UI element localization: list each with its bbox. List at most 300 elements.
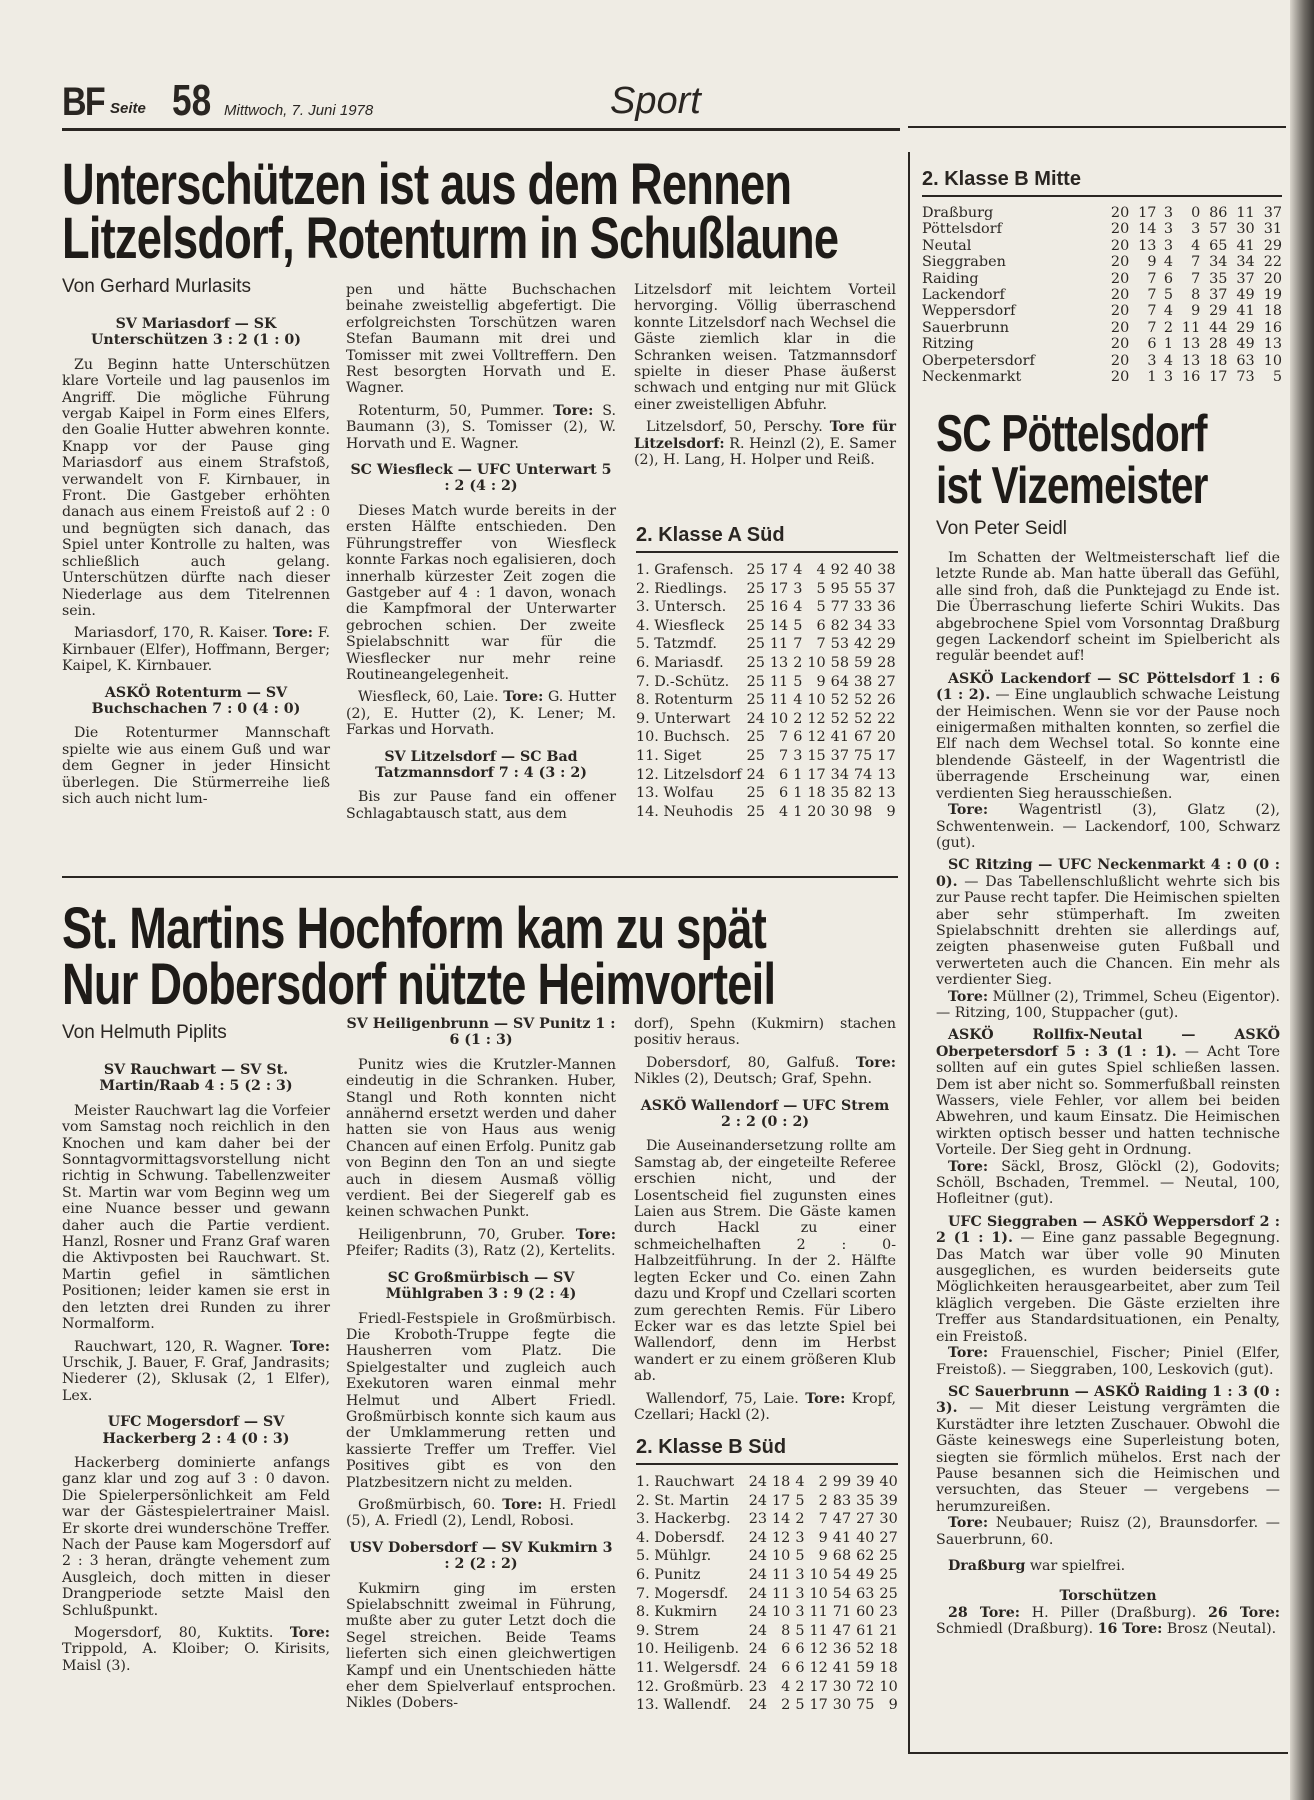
scorers-count: 16 Tore: <box>1097 1621 1163 1638</box>
stat-cell: 5 <box>793 617 803 634</box>
stat-cell: 52 <box>856 1641 875 1658</box>
stat-cell: 63 <box>1236 352 1255 369</box>
article1-column3 <box>634 282 896 468</box>
table-row <box>636 617 896 636</box>
stat-cell: 28 <box>877 654 896 671</box>
stat-cell: 86 <box>1209 205 1228 221</box>
table-row <box>636 1510 898 1529</box>
stat-cell: 12 <box>807 729 826 746</box>
stat-cell: 6 <box>1163 270 1173 287</box>
tore-label: Tore: <box>553 402 594 419</box>
stat-cell: 7 <box>1191 270 1201 287</box>
stat-cell: 17 <box>809 1678 828 1695</box>
tore-label: Tore für Litzelsdorf: <box>634 419 896 452</box>
stat-cell: 25 <box>746 617 765 634</box>
stat-cell: 11 <box>809 1604 828 1621</box>
stat-cell: 60 <box>856 1604 875 1621</box>
stat-cell: 25 <box>879 1585 898 1602</box>
match-stats: Rauchwart, 120, R. Wagner. <box>74 1338 283 1355</box>
article2-headline-line2: Nur Dobersdorf nützte Heimvorteil <box>62 952 776 1017</box>
table-row <box>636 1696 898 1715</box>
stat-cell: 34 <box>1236 254 1255 271</box>
stat-cell: 75 <box>856 1697 875 1714</box>
tore-label: Tore: <box>948 1515 989 1532</box>
article2-column3 <box>634 1016 896 1423</box>
match-heading: SC Sauerbrunn — ASKÖ Raiding 1 : 3 (0 : 3). <box>936 1383 1280 1417</box>
stat-cell: 25 <box>746 729 765 746</box>
stat-cell: 20 <box>1110 205 1130 221</box>
goal-scorers: G. Hutter (2), E. Hutter (2), K. Lener; M. Farkas und Horvath. <box>346 689 617 739</box>
table-row <box>636 1678 898 1697</box>
stat-cell: 17 <box>772 1492 791 1509</box>
match-stats: Großmürbisch, 60. <box>358 1496 496 1513</box>
article1-headline-line2: Litzelsdorf, Rotenturm in Schußlaune <box>62 206 839 271</box>
stat-cell: 11 <box>772 1566 791 1583</box>
team-name: 7. D.-Schütz. <box>636 673 730 690</box>
stat-cell: 59 <box>853 654 873 671</box>
stat-cell: 38 <box>853 673 873 690</box>
table-row <box>922 221 1282 237</box>
masthead-rule-right <box>908 126 1286 128</box>
stat-cell: 7 <box>816 636 826 653</box>
stat-cell: 4 <box>1163 303 1173 320</box>
team-name: 13. Wolfau <box>636 785 714 802</box>
stat-cell: 25 <box>746 654 765 671</box>
stat-cell: 24 <box>748 1604 768 1621</box>
stat-cell: 2 <box>795 1678 805 1695</box>
stat-cell: 10 <box>1263 352 1282 369</box>
match-report: Meister Rauchwart lag die Vorfeier vom Samstag noch reichlich in den Knochen und kam daher bei der Sonntagvormittagsvorstellung nicht richtig in Schwung. Tabellenzweiter St. Martin war vom Beginn weg um eine Nuance besser und gewann daher auch die Partie verdient. Hanzl, Rosner und Franz Graf waren die Aktivposten bei Rauchwart. St. Martin gefiel in sämtlichen Positionen; leider kamen sie erst in den letzten drei Runden zu ihrer Normalform. <box>62 1102 330 1333</box>
stat-cell: 71 <box>832 1604 852 1621</box>
team-name: 8. Kukmirn <box>636 1604 718 1621</box>
stat-cell: 1 <box>793 785 803 802</box>
stat-cell: 4 <box>793 562 803 578</box>
stat-cell: 3 <box>795 1604 805 1621</box>
stat-cell: 68 <box>832 1548 852 1565</box>
standings-table-b-mitte <box>922 168 1282 385</box>
stat-cell: 5 <box>816 580 826 597</box>
goal-scorers: Trippold, A. Kloiber; O. Kirisits, Maisl (3). <box>62 1641 330 1674</box>
stat-cell: 16 <box>1181 369 1201 386</box>
stat-cell: 25 <box>746 785 765 802</box>
stat-cell: 3 <box>793 580 803 597</box>
table-row <box>636 598 896 617</box>
stat-cell: 3 <box>795 1566 805 1583</box>
stat-cell: 41 <box>832 1659 852 1676</box>
stat-cell: 1 <box>793 766 803 783</box>
seite-label: Seite <box>110 100 146 117</box>
match-stats: Heiligenbrunn, 70, Gruber. <box>358 1226 566 1243</box>
stat-cell: 2 <box>793 710 803 727</box>
scorers-count: 28 Tore: <box>948 1604 1021 1621</box>
stat-cell: 41 <box>1236 237 1255 254</box>
stat-cell: 63 <box>856 1585 875 1602</box>
bye-team: Draßburg <box>948 1557 1026 1574</box>
stat-cell: 9 <box>886 803 896 820</box>
stat-cell: 10 <box>809 1566 828 1583</box>
stat-cell: 44 <box>1209 319 1228 336</box>
stat-cell: 6 <box>779 766 789 783</box>
table-row <box>922 205 1282 221</box>
tore-label: Tore: <box>289 1338 331 1355</box>
stat-cell: 65 <box>1209 237 1228 254</box>
stat-cell: 31 <box>1263 221 1282 238</box>
stat-cell: 11 <box>769 673 789 690</box>
stat-cell: 24 <box>748 1659 768 1676</box>
stat-cell: 17 <box>877 747 896 764</box>
stat-cell: 2 <box>818 1474 828 1490</box>
standings-table <box>636 561 896 821</box>
stat-cell: 5 <box>1272 369 1282 386</box>
intro-text: Im Schatten der Weltmeisterschaft lief die letzte Runde ab. Man hatte überall das Gefühl, alle sind froh, daß die Punktejagd zu Ende ist. Die Überraschung lieferte Schiri Wukits. Das abgebrochene Spiel vom Vorsonntag Draßburg gegen Lackendorf scheint im Spielbericht als regulär beendet auf! <box>936 550 1280 665</box>
stat-cell: 9 <box>888 1697 898 1714</box>
stat-cell: 5 <box>795 1697 805 1714</box>
stat-cell: 25 <box>746 747 765 764</box>
stat-cell: 3 <box>1163 369 1173 386</box>
goal-scorers: R. Heinzl (2), E. Samer (2), H. Lang, H. Holper und Reiß. <box>634 435 896 469</box>
stat-cell: 7 <box>1147 287 1157 304</box>
table-title: 2. Klasse B Mitte <box>922 168 1282 197</box>
stat-cell: 13 <box>877 785 896 802</box>
team-name: Raiding <box>922 270 979 287</box>
standings-table-a-sued <box>636 524 898 821</box>
team-name: 5. Tatzmdf. <box>636 636 717 653</box>
match-heading: SC Wiesfleck — UFC Unterwart 5 : 2 (4 : 2) <box>350 462 612 495</box>
stat-cell: 13 <box>1181 336 1201 353</box>
stat-cell: 72 <box>856 1678 875 1695</box>
stat-cell: 67 <box>853 729 873 746</box>
stat-cell: 28 <box>1209 336 1228 353</box>
goal-scorers: Wagentristl (3), Glatz (2), Schwentenwein. — Lackendorf, 100, Schwarz (gut). <box>936 802 1280 851</box>
match-heading: SV Mariasdorf — SK Unterschützen 3 : 2 (1 : 0) <box>91 316 301 349</box>
stat-cell: 12 <box>809 1641 828 1658</box>
match-report: Die Auseinandersetzung rollte am Samstag ab, der eingeteilte Referee erschien nicht, und der Losentscheid fiel zugunsten eines Laien aus Strem. Die Gäste kamen durch Hackl zu einer schmeichelhaften 2 : 0-Halbzeitführung. In der 2. Hälfte legten Ecker und Co. einen Zahn dazu und Kropf und Czellari scorten zum gerechten Remis. Für Libero Ecker war es das letzte Spiel bei Wallendorf, denn im Herbst wandert er zu einem größeren Klub ab. <box>634 1138 896 1385</box>
stat-cell: 18 <box>1263 303 1282 320</box>
stat-cell: 20 <box>807 803 826 820</box>
stat-cell: 92 <box>830 562 849 578</box>
team-name: Weppersdorf <box>922 303 1016 320</box>
issue-date: Mittwoch, 7. Juni 1978 <box>224 102 374 119</box>
match-report-continued: pen und hätte Buchschachen beinahe zweistellig abgefertigt. Die erfolgreichsten Torschützen waren Stefan Baumann mit drei und Tomisser mit zwei Volltreffern. Den Rest besorgten Horvath und E. Wagner. <box>346 282 616 397</box>
scorers-count: 26 Tore: <box>1207 1604 1281 1621</box>
page-number: 58 <box>172 76 212 125</box>
stat-cell: 26 <box>877 692 896 709</box>
stat-cell: 7 <box>793 636 803 653</box>
stat-cell: 3 <box>795 1585 805 1602</box>
table-title: 2. Klasse A Süd <box>636 524 898 553</box>
stat-cell: 52 <box>830 710 849 727</box>
table-row <box>636 580 896 599</box>
stat-cell: 3 <box>1147 352 1157 369</box>
stat-cell: 24 <box>746 766 765 783</box>
article3-body <box>936 550 1280 1638</box>
stat-cell: 22 <box>1263 254 1282 271</box>
stat-cell: 7 <box>1191 254 1201 271</box>
team-name: 12. Litzelsdorf <box>636 766 742 783</box>
stat-cell: 1 <box>1147 369 1157 386</box>
stat-cell: 35 <box>856 1492 875 1509</box>
match-stats: Rotenturm, 50, Pummer. <box>358 402 545 419</box>
stat-cell: 20 <box>1110 319 1130 336</box>
tore-label: Tore: <box>502 1496 543 1513</box>
stat-cell: 35 <box>830 785 849 802</box>
stat-cell: 10 <box>807 654 826 671</box>
team-name: 5. Mühlgr. <box>636 1548 712 1565</box>
table-row <box>922 238 1282 254</box>
stat-cell: 37 <box>1236 270 1255 287</box>
stat-cell: 10 <box>769 710 789 727</box>
table-row <box>922 287 1282 303</box>
article1-byline: Von Gerhard Murlasits <box>62 276 252 297</box>
stat-cell: 17 <box>809 1697 828 1714</box>
match-heading: SV Litzelsdorf — SC Bad Tatzmannsdorf 7 : 4 (3 : 2) <box>375 748 587 781</box>
stat-cell: 98 <box>853 803 873 820</box>
goal-scorers: Urschik, J. Bauer, F. Graf, Jandrasits; Niederer (2), Sklusak (2, 1 Elfer), Lex. <box>62 1354 330 1404</box>
section-title: Sport <box>610 80 701 122</box>
page-binding-shadow <box>1290 0 1314 1800</box>
stat-cell: 7 <box>818 1511 828 1528</box>
team-name: 3. Hackerbg. <box>636 1511 731 1528</box>
stat-cell: 77 <box>830 599 849 616</box>
tore-label: Tore: <box>948 802 989 819</box>
stat-cell: 20 <box>1110 369 1130 386</box>
stat-cell: 54 <box>832 1566 852 1583</box>
stat-cell: 22 <box>877 710 896 727</box>
team-name: 11. Siget <box>636 747 702 764</box>
stat-cell: 30 <box>830 803 849 820</box>
team-name: 8. Rotenturm <box>636 692 733 709</box>
match-stats: Mariasdorf, 170, R. Kaiser. <box>74 625 269 642</box>
masthead <box>62 78 900 131</box>
match-heading: SV Heiligenbrunn — SV Punitz 1 : 6 (1 : 3) <box>346 1016 616 1049</box>
stat-cell: 1 <box>793 803 803 820</box>
team-name: 6. Punitz <box>636 1566 701 1583</box>
stat-cell: 24 <box>748 1474 768 1490</box>
stat-cell: 24 <box>748 1548 768 1565</box>
stat-cell: 34 <box>853 617 873 634</box>
stat-cell: 5 <box>795 1492 805 1509</box>
team-name: 1. Rauchwart <box>636 1474 735 1490</box>
team-name: Ritzing <box>922 336 974 353</box>
tore-label: Tore: <box>948 1158 989 1175</box>
stat-cell: 29 <box>877 636 896 653</box>
match-report-continued: dorf), Spehn (Kukmirn) stachen positiv heraus. <box>634 1016 896 1049</box>
stat-cell: 10 <box>772 1548 791 1565</box>
article1-headline-line1: Unterschützen ist aus dem Rennen <box>62 152 792 217</box>
stat-cell: 40 <box>879 1474 898 1490</box>
stat-cell: 39 <box>879 1492 898 1509</box>
stat-cell: 12 <box>809 1659 828 1676</box>
stat-cell: 33 <box>877 617 896 634</box>
stat-cell: 3 <box>1163 221 1173 238</box>
stat-cell: 30 <box>879 1511 898 1528</box>
team-name: 11. Welgersdf. <box>636 1659 741 1676</box>
team-name: 6. Mariasdf. <box>636 654 724 671</box>
table-row <box>636 1492 898 1511</box>
stat-cell: 30 <box>832 1678 852 1695</box>
stat-cell: 37 <box>830 747 849 764</box>
stat-cell: 5 <box>793 673 803 690</box>
team-name: Oberpetersdorf <box>922 352 1035 369</box>
table-row <box>636 1529 898 1548</box>
stat-cell: 8 <box>1191 287 1201 304</box>
table-title: 2. Klasse B Süd <box>636 1436 898 1465</box>
stat-cell: 62 <box>856 1548 875 1565</box>
match-heading: USV Dobersdorf — SV Kukmirn 3 : 2 (2 : 2) <box>349 1539 613 1573</box>
stat-cell: 83 <box>832 1492 852 1509</box>
table-row <box>636 1473 898 1492</box>
team-name: 4. Dobersdf. <box>636 1529 726 1546</box>
goal-scorers: S. Baumann (3), S. Tomisser (2), W. Horvath und E. Wagner. <box>346 402 616 452</box>
stat-cell: 24 <box>748 1697 768 1714</box>
stat-cell: 4 <box>1163 352 1173 369</box>
tore-label: Tore: <box>855 1054 897 1071</box>
stat-cell: 82 <box>830 617 849 634</box>
stat-cell: 55 <box>853 580 873 597</box>
stat-cell: 24 <box>746 710 765 727</box>
table-row <box>636 1547 898 1566</box>
table-row <box>636 803 896 822</box>
stat-cell: 2 <box>795 1511 805 1528</box>
stat-cell: 30 <box>832 1697 852 1714</box>
team-name: 4. Wiesfleck <box>636 617 725 634</box>
stat-cell: 40 <box>853 562 873 578</box>
stat-cell: 13 <box>1263 336 1282 353</box>
match-heading: ASKÖ Wallendorf — UFC Strem 2 : 2 (0 : 2) <box>640 1097 890 1131</box>
match-heading: SC Ritzing — UFC Neckenmarkt 4 : 0 (0 : 0). <box>936 857 1280 890</box>
stat-cell: 6 <box>793 729 803 746</box>
stat-cell: 82 <box>853 785 873 802</box>
stat-cell: 4 <box>793 599 803 616</box>
tore-label: Tore: <box>805 1390 846 1407</box>
table-row <box>922 254 1282 270</box>
goal-scorers: F. Kirnbauer (Elfer), Hoffmann, Berger; Kaipel, K. Kirnbauer. <box>62 625 330 675</box>
stat-cell: 17 <box>769 562 789 578</box>
stat-cell: 10 <box>772 1604 791 1621</box>
stat-cell: 4 <box>779 803 789 820</box>
match-report: — Acht Tore sollten auf ein gutes Spiel schließen lassen. Dem ist aber nicht so. Sommerfußball reinsten Wassers, viele Fehler, vor allem bei beiden Abwehren, und kaum Einsatz. Die Heimischen wirkten optisch besser und hatten technische Vorteile. Der Sieg geht in Ordnung. <box>936 1043 1280 1159</box>
stat-cell: 95 <box>830 580 849 597</box>
stat-cell: 29 <box>1209 303 1228 320</box>
stat-cell: 4 <box>781 1678 791 1695</box>
stat-cell: 25 <box>746 599 765 616</box>
table-row <box>636 766 896 785</box>
stat-cell: 3 <box>793 747 803 764</box>
stat-cell: 25 <box>746 636 765 653</box>
stat-cell: 64 <box>830 673 849 690</box>
stat-cell: 2 <box>781 1697 791 1714</box>
stat-cell: 35 <box>1209 270 1228 287</box>
stat-cell: 24 <box>748 1641 768 1658</box>
stat-cell: 13 <box>877 766 896 783</box>
stat-cell: 20 <box>1110 352 1130 369</box>
tore-label: Tore: <box>272 625 313 642</box>
stat-cell: 4 <box>816 562 826 578</box>
table-row <box>636 691 896 710</box>
stat-cell: 7 <box>1147 319 1157 336</box>
stat-cell: 12 <box>807 710 826 727</box>
table-row <box>636 1585 898 1604</box>
stat-cell: 17 <box>1138 205 1157 221</box>
stat-cell: 5 <box>795 1548 805 1565</box>
stat-cell: 14 <box>772 1511 791 1528</box>
stat-cell: 75 <box>853 747 873 764</box>
team-name: Lackendorf <box>922 287 1005 304</box>
stat-cell: 20 <box>1110 303 1130 320</box>
stat-cell: 11 <box>772 1585 791 1602</box>
stat-cell: 18 <box>1209 352 1228 369</box>
stat-cell: 34 <box>1209 254 1228 271</box>
stat-cell: 17 <box>769 580 789 597</box>
stat-cell: 73 <box>1236 369 1255 386</box>
match-heading: SC Großmürbisch — SV Mühlgraben 3 : 9 (2 : 4) <box>385 1269 577 1303</box>
stat-cell: 49 <box>1236 287 1255 304</box>
table-row <box>922 353 1282 369</box>
section-divider <box>62 876 898 878</box>
match-heading: ASKÖ Lackendorf — SC Pöttelsdorf 1 : 6 (1 : 2). <box>936 670 1280 704</box>
stat-cell: 18 <box>772 1474 791 1490</box>
stat-cell: 7 <box>1147 303 1157 320</box>
stat-cell: 6 <box>779 785 789 802</box>
table-row <box>636 1659 898 1678</box>
team-name: Sieggraben <box>922 254 1006 271</box>
right-column-bottom-border <box>908 1752 1288 1754</box>
stat-cell: 25 <box>746 803 765 820</box>
article2-column2 <box>346 1016 616 1712</box>
stat-cell: 1 <box>1163 336 1173 353</box>
stat-cell: 37 <box>1263 205 1282 221</box>
goal-scorers: Frauenschiel, Fischer; Piniel (Elfer, Freistoß). — Sieggraben, 100, Leskovich (gut). <box>936 1345 1280 1378</box>
tore-label: Tore: <box>575 1226 616 1243</box>
stat-cell: 6 <box>781 1641 791 1658</box>
team-name: 7. Mogersdf. <box>636 1585 729 1602</box>
team-name: 9. Strem <box>636 1622 699 1639</box>
stat-cell: 34 <box>830 766 849 783</box>
team-name: 10. Buchsch. <box>636 729 730 746</box>
standings-table <box>636 1473 898 1715</box>
table-row <box>636 710 896 729</box>
table-row <box>636 654 896 673</box>
goal-scorers: Neubauer; Ruisz (2), Braunsdorfer. — Sauerbrunn, 60. <box>936 1515 1280 1548</box>
stat-cell: 6 <box>816 617 826 634</box>
match-stats: Wallendorf, 75, Laie. <box>646 1390 799 1407</box>
tore-label: Tore: <box>289 1625 330 1641</box>
stat-cell: 5 <box>795 1622 805 1639</box>
stat-cell: 11 <box>1236 205 1255 221</box>
stat-cell: 25 <box>746 562 765 578</box>
stat-cell: 25 <box>746 580 765 597</box>
match-report: — Eine ganz passable Begegnung. Das Match war über volle 90 Minuten ausgeglichen, es wurden beiderseits gute Möglichkeiten herausgearbeitet, aber zum Teil kläglich vergeben. Die Gäste erzielten ihre Treffer aus Standardsituationen, ein Penalty, ein Freistoß. <box>936 1230 1280 1345</box>
article2-headline-line1: St. Martins Hochform kam zu spät <box>62 896 767 961</box>
stat-cell: 25 <box>746 673 765 690</box>
stat-cell: 29 <box>1236 319 1255 336</box>
tore-label: Tore: <box>948 1345 989 1362</box>
match-report-continued: Litzelsdorf mit leichtem Vorteil hervorging. Völlig überraschend konnte Litzelsdorf nach Wechsel die Gäste ziemlich klar in die Schranken weisen. Tatzmannsdorf spielte in dieser Phase äußerst schwach und entging nur mit Glück einer zweistelligen Abfuhr. <box>634 282 896 413</box>
table-row <box>636 561 896 580</box>
match-heading: SV Rauchwart — SV St. Martin/Raab 4 : 5 (2 : 3) <box>99 1062 293 1095</box>
stat-cell: 52 <box>853 710 873 727</box>
stat-cell: 18 <box>807 785 826 802</box>
stat-cell: 4 <box>795 1474 805 1490</box>
goal-scorers: Pfeifer; Radits (3), Ratz (2), Kertelits. <box>346 1243 616 1260</box>
goal-scorers: Kropf, Czellari; Hackl (2). <box>634 1390 896 1423</box>
stat-cell: 11 <box>769 692 789 709</box>
article2-column1 <box>62 1052 330 1674</box>
stat-cell: 52 <box>830 692 849 709</box>
stat-cell: 23 <box>748 1511 768 1528</box>
stat-cell: 47 <box>832 1511 852 1528</box>
match-report: Zu Beginn hatte Unterschützen klare Vorteile und lag pausenlos im Angriff. Die mögliche Führung vergab Kaipel in Form eines Elfers, den Goalie Hutter abwehren konnte. Knapp vor der Pause ging Mariasdorf aus einem Strafstoß, verwandelt von F. Kirnbauer, in Front. Die Gastgeber erhöhten danach aus einem Freistoß auf 2 : 0 und begnügten sich danach, das Spiel unter Kontrolle zu halten, was schließlich auch gelang. Unterschützen dürfte nach dieser Niederlage aus dem Titelrennen sein. <box>62 356 330 619</box>
